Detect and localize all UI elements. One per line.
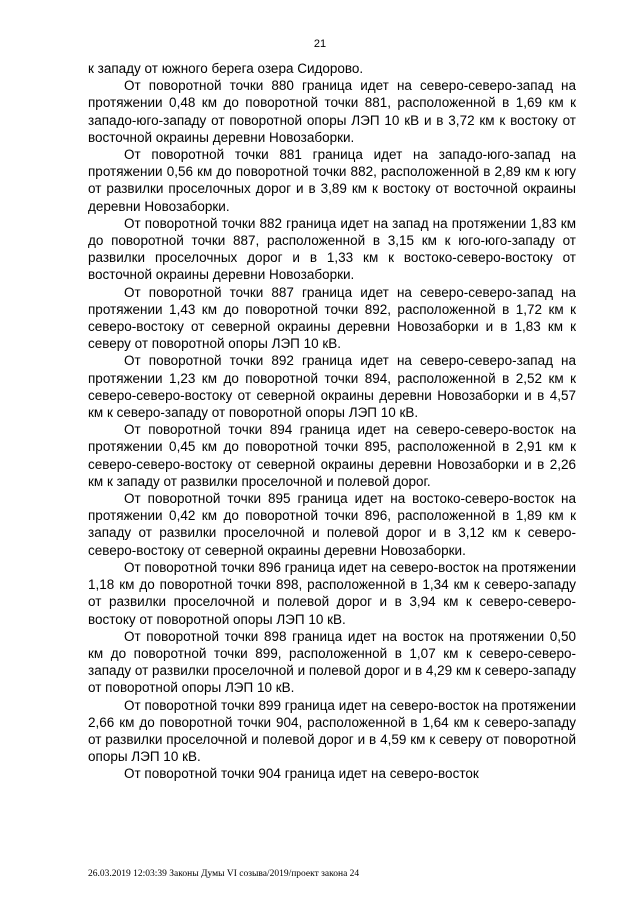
paragraph: От поворотной точки 882 граница идет на запад на протяжении 1,83 км до поворотной точки 887, расположенной в 3,15 км к юго-юго-западу от развилки проселочных дорог и в 1,33 км к востоко-северо-востоку от восточной окраины деревни Новозаборки. <box>88 215 576 283</box>
paragraph: От поворотной точки 896 граница идет на северо-восток на протяжении 1,18 км до поворотной точки 898, расположенной в 1,34 км к северо-западу от развилки проселочной и полевой дорог и в 3,94 км к северо-северо-востоку от поворотной опоры ЛЭП 10 кВ. <box>88 559 576 627</box>
page-number: 21 <box>313 38 327 50</box>
document-footer: 26.03.2019 12:03:39 Законы Думы VI созыва/2019/проект закона 24 <box>88 869 360 879</box>
paragraph: От поворотной точки 894 граница идет на северо-северо-восток на протяжении 0,45 км до поворотной точки 895, расположенной в 2,91 км к северо-северо-востоку от северной окраины деревни Новозаборки и в 2,26 км к западу от развилки проселочной и полевой дорог. <box>88 422 576 489</box>
paragraph: От поворотной точки 904 граница идет на северо-восток <box>124 766 479 782</box>
paragraph: От поворотной точки 880 граница идет на северо-северо-запад на протяжении 0,48 км до поворотной точки 881, расположенной в 1,69 км к западо-юго-западу от поворотной опоры ЛЭП 10 кВ и в 3,72 км к востоку от восточной окраины деревни Новозаборки. <box>88 78 576 145</box>
paragraph: От поворотной точки 898 граница идет на восток на протяжении 0,50 км до поворотной точки 899, расположенной в 1,07 км к северо-северо-западу от развилки проселочной и полевой дорог и в 4,29 км к северо-западу от поворотной опоры ЛЭП 10 кВ. <box>88 628 576 696</box>
paragraph: От поворотной точки 892 граница идет на северо-северо-запад на протяжении 1,23 км до поворотной точки 894, расположенной в 2,52 км к северо-северо-востоку от северной окраины деревни Новозаборки и в 4,57 км к северо-западу от поворотной опоры ЛЭП 10 кВ. <box>88 353 576 421</box>
paragraph: От поворотной точки 881 граница идет на западо-юго-запад на протяжении 0,56 км до поворотной точки 882, расположенной в 2,89 км к югу от развилки проселочных дорог и в 3,89 км к востоку от восточной окраины деревни Новозаборки. <box>88 147 576 214</box>
paragraph: От поворотной точки 895 граница идет на востоко-северо-восток на протяжении 0,42 км до поворотной точки 896, расположенной в 1,89 км к западу от развилки проселочной и полевой дорог и в 3,12 км к северо-северо-востоку от северной окраины деревни Новозаборки. <box>88 491 576 558</box>
paragraph: к западу от южного берега озера Сидорово. <box>88 61 364 76</box>
paragraph: От поворотной точки 899 граница идет на северо-восток на протяжении 2,66 км до поворотной точки 904, расположенной в 1,64 км к северо-западу от развилки проселочной и полевой дорог и в 4,59 км к северу от поворотной опоры ЛЭП 10 кВ. <box>88 697 576 765</box>
document-body <box>88 60 576 783</box>
paragraph: От поворотной точки 887 граница идет на северо-северо-запад на протяжении 1,43 км до поворотной точки 892, расположенной в 1,72 км к северо-востоку от северной окраины деревни Новозаборки и в 1,83 км к северу от поворотной опоры ЛЭП 10 кВ. <box>88 284 576 352</box>
